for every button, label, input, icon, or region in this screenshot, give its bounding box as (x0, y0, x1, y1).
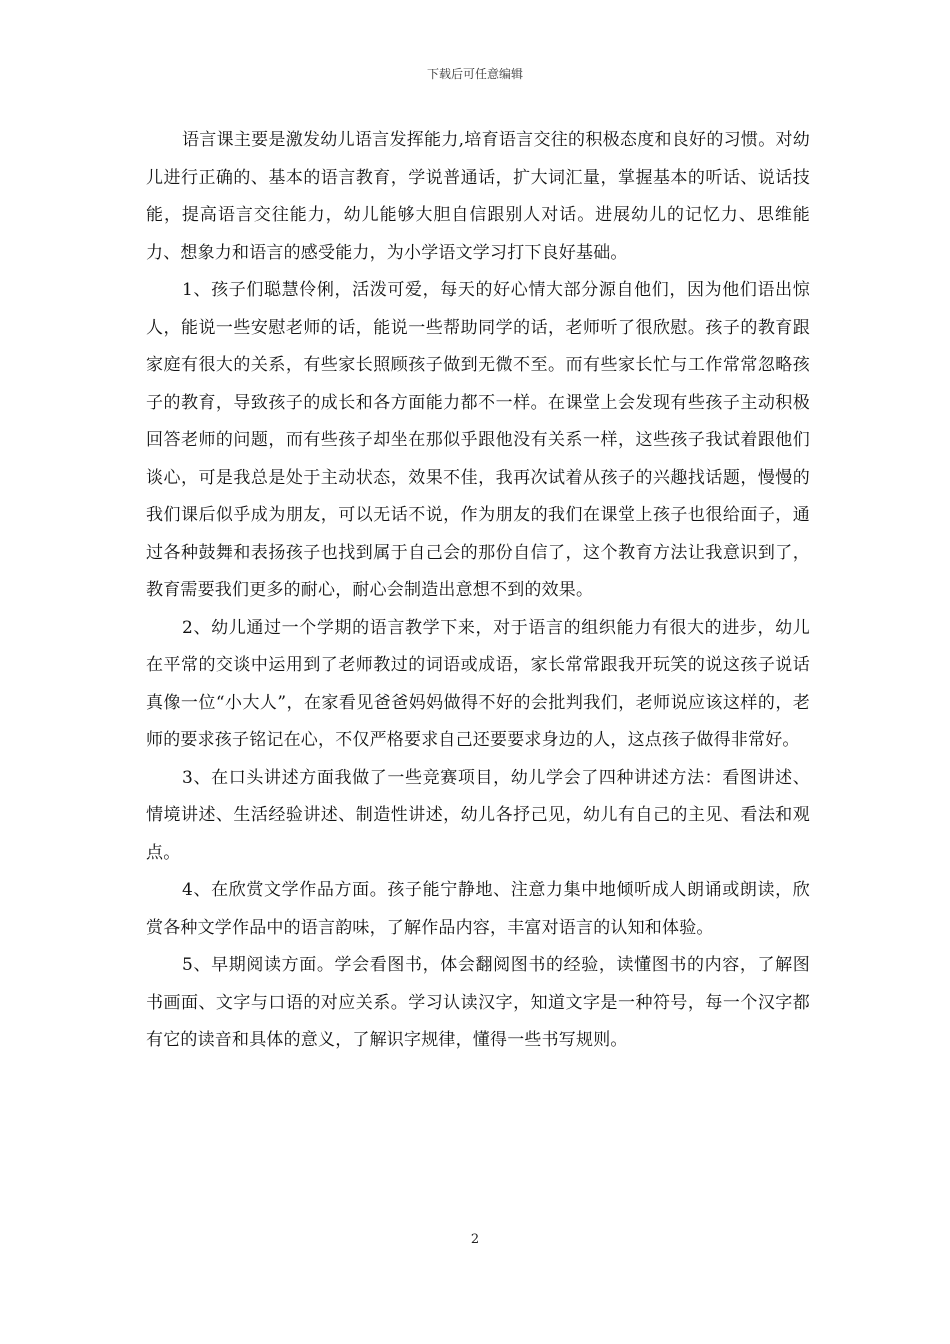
paragraph-item-4: 4、在欣赏文学作品方面。孩子能宁静地、注意力集中地倾听成人朗诵或朗读，欣赏各种文学作品中的语言韵味，了解作品内容，丰富对语言的认知和体验。 (146, 880, 810, 938)
page-header: 下载后可任意编辑 (426, 67, 523, 81)
paragraph-intro: 语言课主要是激发幼儿语言发挥能力,培育语言交往的积极态度和良好的习惯。对幼儿进行正确的、基本的语言教育，学说普通话，扩大词汇量，掌握基本的听话、说话技能，提高语言交往能力，幼儿能够大胆自信跟别人对话。进展幼儿的记忆力、思维能力、想象力和语言的感受能力，为小学语文学习打下良好基础。 (146, 130, 810, 263)
paragraph-item-5: 5、早期阅读方面。学会看图书，体会翻阅图书的经验，读懂图书的内容，了解图书画面、文字与口语的对应关系。学习认读汉字，知道文字是一种符号，每一个汉字都有它的读音和具体的意义，了解识字规律，懂得一些书写规则。 (146, 955, 810, 1050)
paragraph-item-3: 3、在口头讲述方面我做了一些竞赛项目，幼儿学会了四种讲述方法：看图讲述、情境讲述、生活经验讲述、制造性讲述，幼儿各抒己见，幼儿有自己的主见、看法和观点。 (146, 767, 810, 863)
document-body (146, 122, 810, 1060)
paragraph-item-1: 1、孩子们聪慧伶俐，活泼可爱，每天的好心情大部分源自他们，因为他们语出惊人，能说一些安慰老师的话，能说一些帮助同学的话，老师听了很欣慰。孩子的教育跟家庭有很大的关系，有些家长照顾孩子做到无微不至。而有些家长忙与工作常常忽略孩子的教育，导致孩子的成长和各方面能力都不一样。在课堂上会发现有些孩子主动积极回答老师的问题，而有些孩子却坐在那似乎跟他没有关系一样，这些孩子我试着跟他们谈心，可是我总是处于主动状态，效果不佳，我再次试着从孩子的兴趣找话题，慢慢的我们课后似乎成为朋友，可以无话不说，作为朋友的我们在课堂上孩子也很给面子，通过各种鼓舞和表扬孩子也找到属于自己会的那份自信了，这个教育方法让我意识到了，教育需要我们更多的耐心，耐心会制造出意想不到的效果。 (146, 280, 810, 600)
paragraph-item-2: 2、幼儿通过一个学期的语言教学下来，对于语言的组织能力有很大的进步，幼儿在平常的交谈中运用到了老师教过的词语或成语，家长常常跟我开玩笑的说这孩子说话真像一位“小大人”，在家看见爸爸妈妈做得不好的会批判我们，老师说应该这样的，老师的要求孩子铭记在心，不仅严格要求自己还要要求身边的人，这点孩子做得非常好。 (146, 617, 810, 750)
page-number: 2 (470, 1232, 480, 1247)
